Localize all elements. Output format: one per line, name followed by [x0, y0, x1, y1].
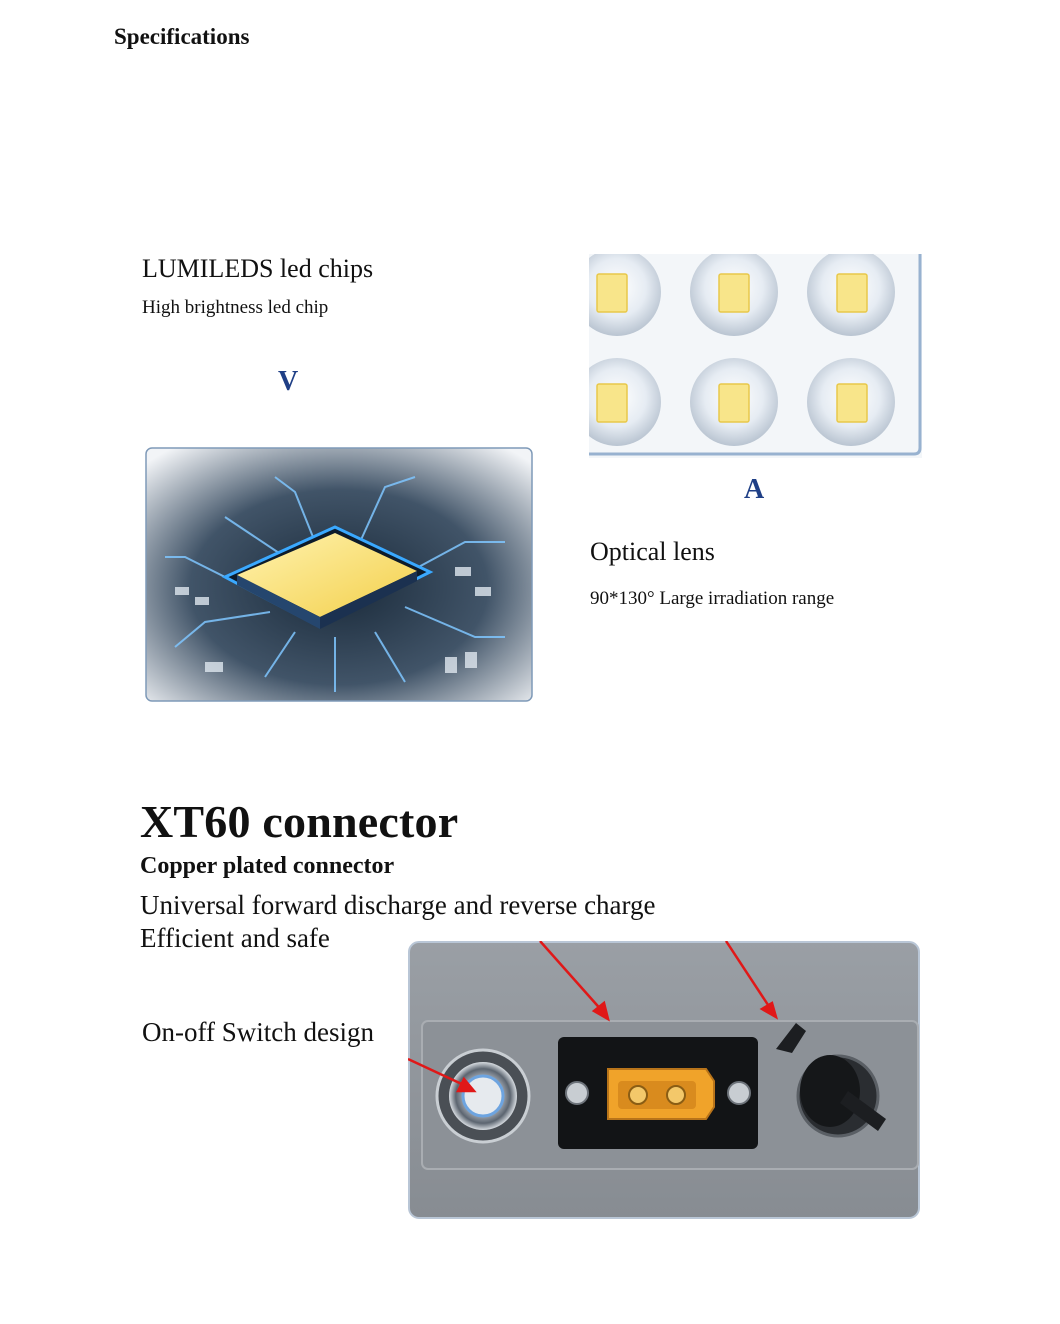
marker-v: V	[278, 366, 299, 397]
xt60-description-line1: Universal forward discharge and reverse charge	[140, 890, 656, 920]
led-chips-title: LUMILEDS led chips	[142, 254, 374, 283]
switch-title: On-off Switch design	[142, 1017, 374, 1047]
led-chips-subtitle: High brightness led chip	[142, 297, 329, 318]
optical-lens-image	[589, 254, 922, 458]
optical-lens-subtitle: 90*130° Large irradiation range	[590, 588, 835, 609]
page-title: Specifications	[114, 24, 250, 49]
xt60-subtitle: Copper plated connector	[140, 853, 395, 879]
xt60-title: XT60 connector	[140, 796, 459, 847]
connector-panel-image	[408, 941, 920, 1219]
optical-lens-title: Optical lens	[590, 537, 715, 566]
xt60-description-line2: Efficient and safe	[140, 923, 330, 953]
led-chip-image	[145, 447, 533, 702]
marker-a: A	[744, 474, 765, 505]
